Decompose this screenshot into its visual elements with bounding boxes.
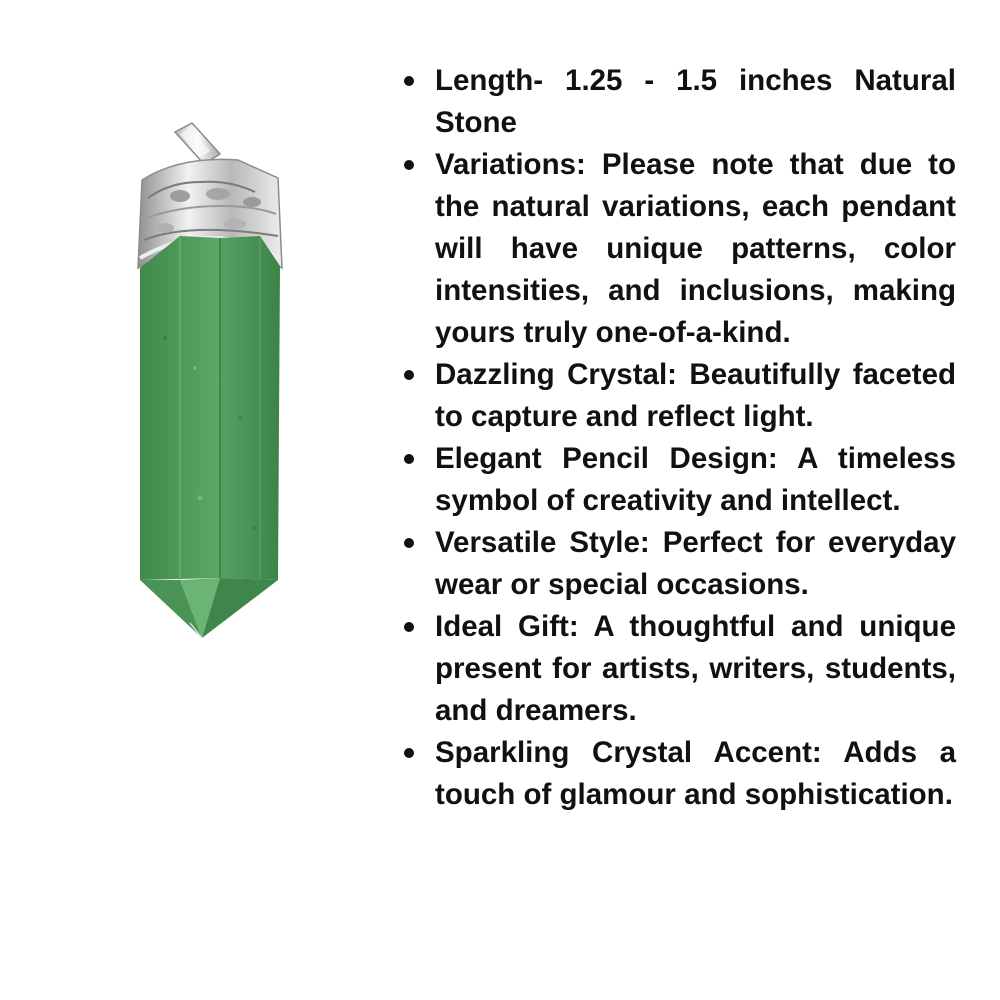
bullet-icon	[404, 538, 414, 548]
feature-item-crystal-accent	[404, 732, 956, 816]
feature-item-ideal-gift	[404, 606, 956, 732]
pendant-illustration	[120, 118, 300, 648]
stone-tip	[140, 578, 278, 638]
feature-text: Ideal Gift: A thoughtful and unique present for artists, writers, students, and dreamers.	[435, 610, 956, 727]
feature-list	[404, 60, 956, 816]
feature-item-variations	[404, 144, 956, 354]
feature-item-versatile-style	[404, 522, 956, 606]
stone-body	[140, 236, 280, 580]
feature-text: Versatile Style: Perfect for everyday wear or special occasions.	[435, 526, 956, 601]
feature-text: Elegant Pencil Design: A timeless symbol of creativity and intellect.	[435, 442, 956, 517]
feature-text: Variations: Please note that due to the natural variations, each pendant will have unique patterns, color intensities, and inclusions, making yours truly one-of-a-kind.	[435, 148, 956, 349]
feature-item-pencil-design	[404, 438, 956, 522]
bullet-icon	[404, 76, 414, 86]
feature-text: Dazzling Crystal: Beautifully faceted to capture and reflect light.	[435, 358, 956, 433]
bullet-icon	[404, 622, 414, 632]
feature-item-dazzling-crystal	[404, 354, 956, 438]
feature-item-length	[404, 60, 956, 144]
bullet-icon	[404, 748, 414, 758]
feature-text: Sparkling Crystal Accent: Adds a touch of glamour and sophistication.	[435, 736, 956, 811]
pendant-image	[120, 118, 300, 648]
feature-text: Length- 1.25 - 1.5 inches Natural Stone	[435, 64, 956, 139]
bail	[175, 123, 220, 164]
bullet-icon	[404, 370, 414, 380]
bullet-icon	[404, 454, 414, 464]
bullet-icon	[404, 160, 414, 170]
